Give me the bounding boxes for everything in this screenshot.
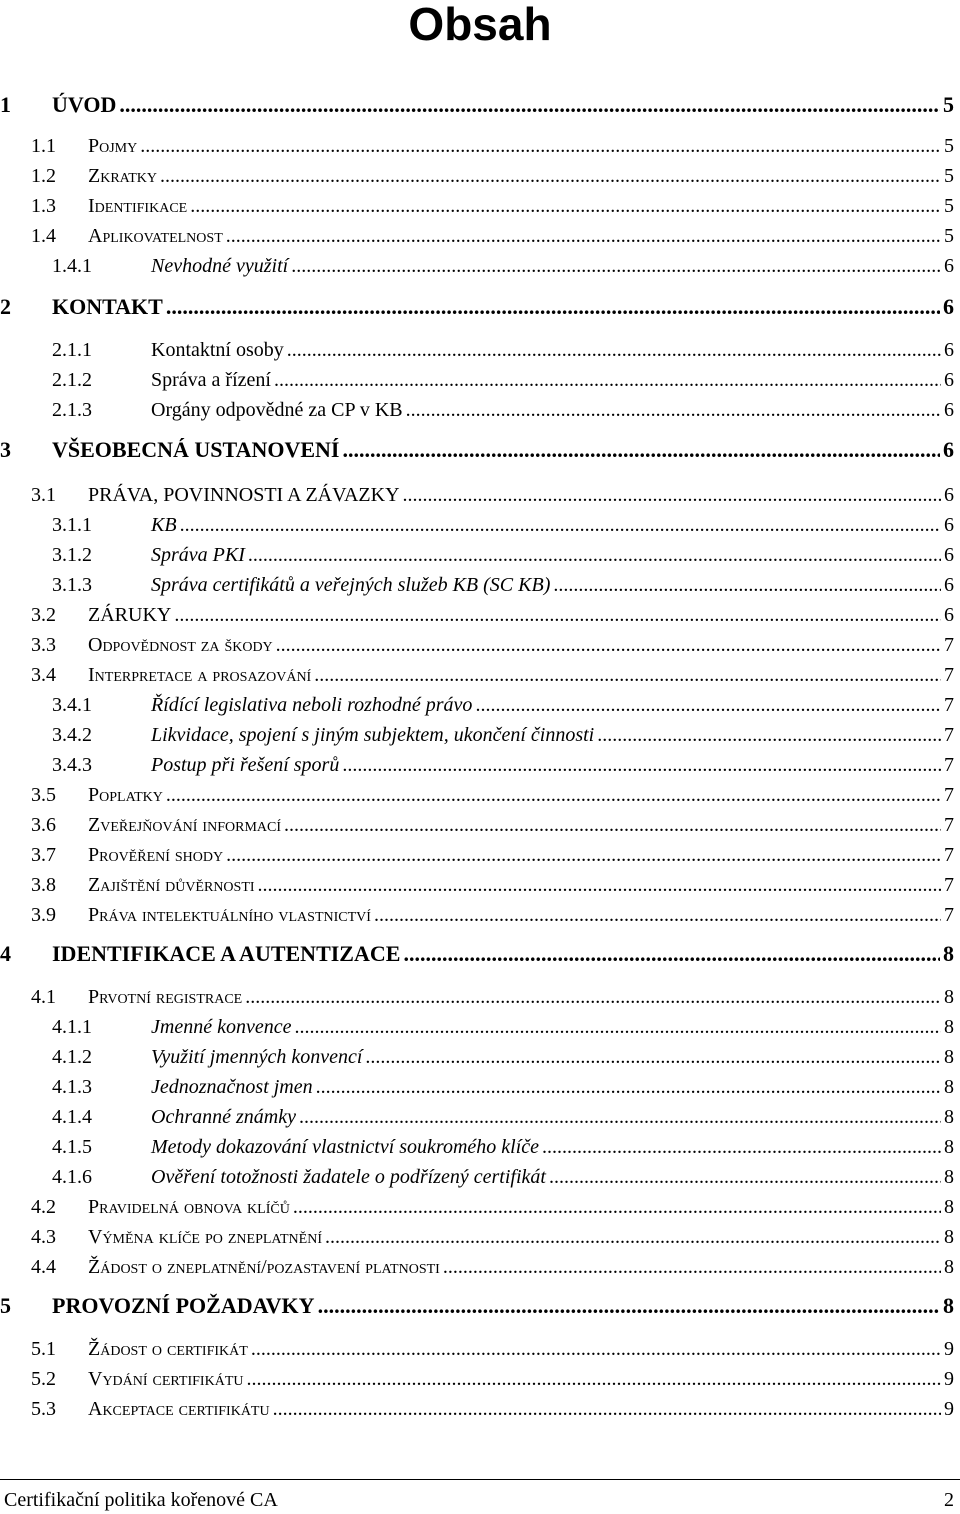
toc-dot-leader — [342, 437, 940, 463]
toc-entry-page[interactable]: 8 — [943, 1293, 954, 1318]
toc-entry-page[interactable]: 6 — [944, 369, 954, 391]
toc-entry-page[interactable]: 6 — [944, 255, 954, 277]
toc-entry-title[interactable]: Zajištění důvěrnosti — [88, 874, 255, 896]
toc-entry-title[interactable]: PRÁVA, POVINNOSTI A ZÁVAZKY — [88, 484, 400, 506]
toc-dot-leader — [403, 941, 940, 967]
toc-dot-leader — [119, 92, 940, 118]
toc-entry-title[interactable]: Prověření shody — [88, 844, 224, 866]
toc-entry-page[interactable]: 7 — [944, 664, 954, 686]
toc-entry-title[interactable]: Správa a řízení — [151, 369, 271, 391]
toc-dot-leader — [226, 223, 941, 249]
toc-entry[interactable] — [0, 722, 954, 748]
toc-entry-title[interactable]: Ochranné známky — [151, 1106, 296, 1128]
toc-entry[interactable] — [0, 294, 954, 320]
toc-dot-leader — [342, 752, 941, 778]
toc-entry-page[interactable]: 6 — [944, 339, 954, 361]
toc-entry[interactable] — [0, 397, 954, 423]
toc-entry-number: 3.1.3 — [52, 574, 92, 596]
toc-entry-number: 3.1 — [31, 484, 56, 506]
toc-entry[interactable] — [0, 193, 954, 219]
toc-entry-number: 1.2 — [31, 165, 56, 187]
toc-entry-title[interactable]: Žádost o zneplatnění/pozastavení platnosti — [88, 1256, 440, 1278]
toc-entry-page[interactable]: 5 — [943, 92, 954, 117]
toc-entry-number: 4.1 — [31, 986, 56, 1008]
toc-entry-title[interactable]: KB — [151, 514, 177, 536]
toc-entry[interactable] — [0, 872, 954, 898]
toc-entry-number: 1.3 — [31, 195, 56, 217]
toc-entry-page[interactable]: 6 — [944, 604, 954, 626]
toc-entry-title[interactable]: Postup při řešení sporů — [151, 754, 340, 776]
toc-dot-leader — [475, 692, 941, 718]
toc-dot-leader — [299, 1104, 941, 1130]
toc-entry-page[interactable]: 7 — [944, 634, 954, 656]
toc-entry-page[interactable]: 7 — [944, 754, 954, 776]
toc-entry[interactable] — [0, 602, 954, 628]
toc-entry-title[interactable]: Interpretace a prosazování — [88, 664, 312, 686]
toc-entry-title[interactable]: Poplatky — [88, 784, 163, 806]
toc-dot-leader — [291, 253, 941, 279]
toc-entry-title[interactable]: Likvidace, spojení s jiným subjektem, ukončení činnosti — [151, 724, 595, 746]
toc-entry-number: 5.2 — [31, 1368, 56, 1390]
toc-dot-leader — [597, 722, 941, 748]
toc-entry-number: 3.2 — [31, 604, 56, 626]
toc-dot-leader — [251, 1336, 941, 1362]
toc-dot-leader — [542, 1134, 941, 1160]
toc-entry-number: 3.6 — [31, 814, 56, 836]
toc-entry-page[interactable]: 5 — [944, 135, 954, 157]
toc-entry-title[interactable]: ÚVOD — [52, 92, 117, 117]
toc-entry-title[interactable]: Pravidelná obnova klíčů — [88, 1196, 290, 1218]
toc-entry-number: 4.1.3 — [52, 1076, 92, 1098]
footer-page-number: 2 — [944, 1489, 954, 1511]
toc-entry-number: 5.1 — [31, 1338, 56, 1360]
toc-entry[interactable] — [0, 1194, 954, 1220]
toc-entry-title[interactable]: ZÁRUKY — [88, 604, 172, 626]
toc-entry-number: 4.2 — [31, 1196, 56, 1218]
toc-dot-leader — [314, 662, 941, 688]
toc-entry-page[interactable]: 7 — [944, 814, 954, 836]
toc-entry-title[interactable]: Práva intelektuálního vlastnictví — [88, 904, 371, 926]
toc-entry-page[interactable]: 5 — [944, 165, 954, 187]
toc-dot-leader — [246, 1366, 941, 1392]
toc-dot-leader — [293, 1194, 941, 1220]
toc-entry-title[interactable]: KONTAKT — [52, 294, 163, 319]
toc-entry-page[interactable]: 9 — [944, 1398, 954, 1420]
toc-entry-title[interactable]: Aplikovatelnost — [88, 225, 223, 247]
toc-entry[interactable] — [0, 1224, 954, 1250]
toc-entry-title[interactable]: Výměna klíče po zneplatnění — [88, 1226, 322, 1248]
toc-entry-title[interactable]: Kontaktní osoby — [151, 339, 284, 361]
toc-entry[interactable] — [0, 1336, 954, 1362]
toc-entry-page[interactable]: 8 — [944, 1226, 954, 1248]
toc-entry-page[interactable]: 7 — [944, 844, 954, 866]
toc-entry-title[interactable]: Odpovědnost za škody — [88, 634, 273, 656]
toc-entry-title[interactable]: Identifikace — [88, 195, 188, 217]
toc-entry-page[interactable]: 7 — [944, 784, 954, 806]
toc-dot-leader — [273, 1396, 941, 1422]
toc-entry-title[interactable]: Správa PKI — [151, 544, 245, 566]
toc-entry-page[interactable]: 6 — [944, 544, 954, 566]
toc-entry-number: 2 — [0, 294, 11, 319]
toc-entry[interactable] — [0, 1104, 954, 1130]
toc-entry[interactable] — [0, 482, 954, 508]
toc-entry-number: 3 — [0, 437, 11, 462]
toc-dot-leader — [294, 1014, 941, 1040]
toc-dot-leader — [258, 872, 941, 898]
footer-document-title: Certifikační politika kořenové CA — [4, 1489, 278, 1511]
toc-entry[interactable] — [0, 842, 954, 868]
toc-dot-leader — [325, 1224, 941, 1250]
toc-entry-number: 3.7 — [31, 844, 56, 866]
toc-dot-leader — [443, 1254, 941, 1280]
toc-entry-number: 1.1 — [31, 135, 56, 157]
toc-dot-leader — [245, 984, 941, 1010]
toc-dot-leader — [284, 812, 941, 838]
toc-entry-page[interactable]: 7 — [944, 874, 954, 896]
toc-dot-leader — [365, 1044, 941, 1070]
toc-entry-page[interactable]: 6 — [944, 514, 954, 536]
toc-entry-page[interactable]: 7 — [944, 724, 954, 746]
toc-entry[interactable] — [0, 572, 954, 598]
toc-dot-leader — [316, 1074, 941, 1100]
toc-entry-title[interactable]: Využití jmenných konvencí — [151, 1046, 363, 1068]
toc-entry[interactable] — [0, 223, 954, 249]
toc-dot-leader — [190, 193, 941, 219]
toc-entry-page[interactable]: 6 — [944, 574, 954, 596]
toc-dot-leader — [276, 632, 941, 658]
toc-dot-leader — [549, 1164, 941, 1190]
toc-dot-leader — [166, 294, 940, 320]
toc-entry-page[interactable]: 6 — [943, 437, 954, 462]
toc-entry-number: 4.4 — [31, 1256, 56, 1278]
toc-entry-page[interactable]: 6 — [944, 399, 954, 421]
toc-entry[interactable] — [0, 1074, 954, 1100]
toc-entry-page[interactable]: 8 — [944, 1106, 954, 1128]
toc-entry[interactable] — [0, 752, 954, 778]
toc-entry-page[interactable]: 8 — [944, 1136, 954, 1158]
toc-entry-number: 1 — [0, 92, 11, 117]
toc-entry-title[interactable]: Vydání certifikátu — [88, 1368, 244, 1390]
toc-dot-leader — [287, 337, 941, 363]
toc-entry-title[interactable]: Nevhodné využití — [151, 255, 289, 277]
toc-entry-number: 3.4 — [31, 664, 56, 686]
toc-entry-title[interactable]: Zkratky — [88, 165, 157, 187]
toc-entry-number: 4 — [0, 941, 11, 966]
toc-entry-number: 3.1.2 — [52, 544, 92, 566]
toc-entry-number: 5.3 — [31, 1398, 56, 1420]
toc-entry-title[interactable]: Zveřejňování informací — [88, 814, 281, 836]
toc-entry-page[interactable]: 8 — [943, 941, 954, 966]
toc-entry-number: 4.3 — [31, 1226, 56, 1248]
toc-entry-number: 2.1.2 — [52, 369, 92, 391]
toc-entry-page[interactable]: 9 — [944, 1368, 954, 1390]
toc-entry[interactable] — [0, 367, 954, 393]
toc-entry[interactable] — [0, 437, 954, 463]
toc-entry-page[interactable]: 8 — [944, 1196, 954, 1218]
toc-entry-number: 3.4.3 — [52, 754, 92, 776]
toc-dot-leader — [406, 397, 941, 423]
toc-entry-title[interactable]: Pojmy — [88, 135, 138, 157]
toc-entry-page[interactable]: 7 — [944, 694, 954, 716]
toc-entry-number: 5 — [0, 1293, 11, 1318]
toc-entry-title[interactable]: Jmenné konvence — [151, 1016, 292, 1038]
toc-entry-title[interactable]: Správa certifikátů a veřejných služeb KB (SC KB) — [151, 574, 551, 596]
toc-dot-leader — [166, 782, 941, 808]
toc-entry-page[interactable]: 9 — [944, 1338, 954, 1360]
toc-dot-leader — [374, 902, 941, 928]
toc-entry[interactable] — [0, 512, 954, 538]
toc-entry[interactable] — [0, 984, 954, 1010]
toc-entry[interactable] — [0, 692, 954, 718]
toc-entry-number: 3.1.1 — [52, 514, 92, 536]
toc-entry-number: 1.4 — [31, 225, 56, 247]
toc-entry-title[interactable]: Řídící legislativa neboli rozhodné právo — [151, 694, 473, 716]
toc-entry[interactable] — [0, 941, 954, 967]
toc-entry[interactable] — [0, 632, 954, 658]
toc-entry-page[interactable]: 6 — [944, 484, 954, 506]
toc-entry-title[interactable]: PROVOZNÍ POŽADAVKY — [52, 1293, 315, 1318]
toc-entry-number: 2.1.3 — [52, 399, 92, 421]
toc-entry-page[interactable]: 8 — [944, 1166, 954, 1188]
toc-dot-leader — [160, 163, 941, 189]
toc-entry-page[interactable]: 8 — [944, 1076, 954, 1098]
toc-entry-number: 3.4.1 — [52, 694, 92, 716]
page-title: Obsah — [408, 0, 552, 50]
toc-entry-title[interactable]: IDENTIFIKACE A AUTENTIZACE — [52, 941, 401, 966]
toc-entry[interactable] — [0, 902, 954, 928]
toc-entry-page[interactable]: 8 — [944, 1016, 954, 1038]
toc-entry-number: 3.9 — [31, 904, 56, 926]
toc-entry-number: 4.1.5 — [52, 1136, 92, 1158]
toc-entry[interactable] — [0, 1134, 954, 1160]
toc-entry-number: 3.3 — [31, 634, 56, 656]
toc-dot-leader — [318, 1293, 940, 1319]
toc-entry-page[interactable]: 8 — [944, 1256, 954, 1278]
toc-dot-leader — [140, 133, 941, 159]
toc-entry[interactable] — [0, 337, 954, 363]
toc-entry[interactable] — [0, 1293, 954, 1319]
toc-entry-title[interactable]: Akceptace certifikátu — [88, 1398, 270, 1420]
toc-dot-leader — [403, 482, 941, 508]
toc-entry[interactable] — [0, 1044, 954, 1070]
toc-entry[interactable] — [0, 542, 954, 568]
toc-entry-title[interactable]: Orgány odpovědné za CP v KB — [151, 399, 403, 421]
toc-entry-number: 4.1.1 — [52, 1016, 92, 1038]
toc-dot-leader — [553, 572, 941, 598]
toc-entry[interactable] — [0, 1396, 954, 1422]
toc-entry[interactable] — [0, 1014, 954, 1040]
toc-entry-page[interactable]: 6 — [943, 294, 954, 319]
footer-divider — [0, 1479, 960, 1480]
toc-entry[interactable] — [0, 163, 954, 189]
toc-entry-page[interactable]: 5 — [944, 225, 954, 247]
toc-entry[interactable] — [0, 662, 954, 688]
toc-entry-number: 4.1.6 — [52, 1166, 92, 1188]
toc-dot-leader — [248, 542, 941, 568]
toc-entry-number: 4.1.2 — [52, 1046, 92, 1068]
toc-entry[interactable] — [0, 1366, 954, 1392]
toc-dot-leader — [274, 367, 941, 393]
toc-entry-page[interactable]: 5 — [944, 195, 954, 217]
toc-entry-title[interactable]: Prvotní registrace — [88, 986, 243, 1008]
toc-entry[interactable] — [0, 1254, 954, 1280]
toc-entry[interactable] — [0, 1164, 954, 1190]
toc-entry-number: 4.1.4 — [52, 1106, 92, 1128]
toc-entry[interactable] — [0, 812, 954, 838]
toc-entry-page[interactable]: 7 — [944, 904, 954, 926]
toc-entry[interactable] — [0, 253, 954, 279]
toc-entry[interactable] — [0, 782, 954, 808]
toc-entry-number: 3.8 — [31, 874, 56, 896]
toc-entry-title[interactable]: Metody dokazování vlastnictví soukromého klíče — [151, 1136, 540, 1158]
toc-entry-number: 3.5 — [31, 784, 56, 806]
toc-entry-title[interactable]: VŠEOBECNÁ USTANOVENÍ — [52, 437, 340, 462]
toc-entry-number: 3.4.2 — [52, 724, 92, 746]
toc-entry[interactable] — [0, 133, 954, 159]
toc-dot-leader — [226, 842, 941, 868]
toc-entry[interactable] — [0, 92, 954, 118]
toc-dot-leader — [180, 512, 941, 538]
toc-entry-number: 2.1.1 — [52, 339, 92, 361]
toc-dot-leader — [174, 602, 941, 628]
toc-entry-page[interactable]: 8 — [944, 986, 954, 1008]
toc-entry-title[interactable]: Žádost o certifikát — [88, 1338, 248, 1360]
toc-entry-title[interactable]: Jednoznačnost jmen — [151, 1076, 313, 1098]
toc-entry-number: 1.4.1 — [52, 255, 92, 277]
toc-entry-page[interactable]: 8 — [944, 1046, 954, 1068]
page-footer — [4, 1486, 954, 1514]
toc-entry-title[interactable]: Ověření totožnosti žadatele o podřízený certifikát — [151, 1166, 546, 1188]
